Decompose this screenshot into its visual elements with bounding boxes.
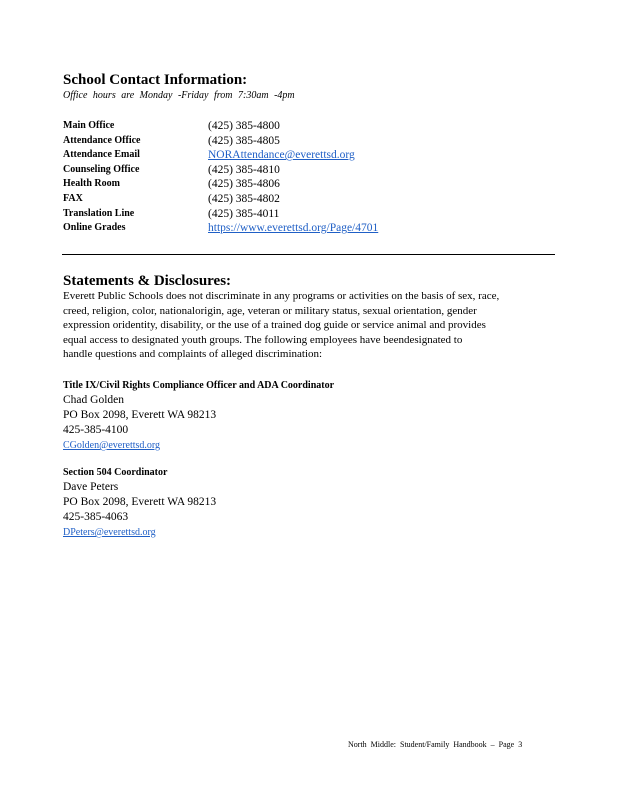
online-grades-link[interactable]: https://www.everettsd.org/Page/4701 [208, 222, 379, 235]
contact-label: Health Room [63, 178, 120, 190]
statement-line: equal access to designated youth groups. The following employees have beendesignated to [63, 333, 463, 346]
contact-value: (425) 385-4800 [208, 120, 280, 132]
coordinator-name: Dave Peters [63, 481, 119, 493]
contact-row-attendance-office [63, 134, 543, 149]
contact-value: (425) 385-4806 [208, 178, 280, 191]
contact-row-attendance-email [63, 148, 543, 163]
coordinator-address: PO Box 2098, Everett WA 98213 [63, 496, 217, 508]
statement-line: creed, religion, color, nationalorigin, age, veteran or military status, sexual orientation, gender [63, 304, 477, 317]
nondiscrimination-statement [63, 289, 555, 362]
contact-row-translation-line [63, 207, 543, 222]
contact-value: (425) 385-4802 [208, 192, 280, 205]
coordinator-address: PO Box 2098, Everett WA 98213 [63, 409, 217, 421]
contact-label: Attendance Email [63, 149, 140, 161]
contact-label: Main Office [63, 120, 115, 131]
coordinator-phone: 425-385-4063 [63, 511, 129, 523]
contact-heading: School Contact Information: [63, 72, 248, 88]
coordinator-name: Chad Golden [63, 394, 125, 406]
coordinator-phone: 425-385-4100 [63, 424, 129, 436]
contact-value: (425) 385-4011 [208, 207, 280, 220]
contact-value: (425) 385-4805 [208, 134, 280, 147]
contact-list [63, 119, 543, 236]
statement-line: Everett Public Schools does not discriminate in any programs or activities on the basis of sex, race, [63, 290, 500, 302]
statement-line: expression oridentity, disability, or the use of a trained dog guide or service animal and provides [63, 319, 486, 332]
contact-value: (425) 385-4810 [208, 163, 280, 176]
contact-row-fax [63, 192, 543, 207]
section-504-coordinator-block [63, 465, 463, 540]
contact-row-online-grades [63, 221, 543, 236]
contact-row-health-room [63, 177, 543, 192]
contact-label: Translation Line [63, 207, 135, 219]
statement-line: handle questions and complaints of alleged discrimination: [63, 348, 323, 361]
section-divider [62, 254, 555, 255]
statements-heading: Statements & Disclosures: [63, 273, 232, 289]
coordinator-email-link[interactable]: CGolden@everettsd.org [63, 440, 161, 451]
contact-label: Online Grades [63, 222, 126, 234]
coordinator-email-link[interactable]: DPeters@everettsd.org [63, 527, 156, 538]
contact-label: Counseling Office [63, 163, 140, 175]
coordinator-title: Title IX/Civil Rights Compliance Officer and ADA Coordinator [63, 380, 335, 391]
office-hours: Office hours are Monday -Friday from 7:30am -4pm [63, 90, 295, 101]
contact-row-main-office [63, 119, 543, 134]
page-footer: North Middle: Student/Family Handbook – Page 3 [348, 740, 523, 749]
title-ix-coordinator-block [63, 378, 463, 453]
contact-label: FAX [63, 192, 83, 204]
contact-row-counseling-office [63, 163, 543, 178]
attendance-email-link[interactable]: NORAttendance@everettsd.org [208, 149, 355, 162]
contact-label: Attendance Office [63, 134, 141, 146]
coordinator-title: Section 504 Coordinator [63, 467, 168, 478]
